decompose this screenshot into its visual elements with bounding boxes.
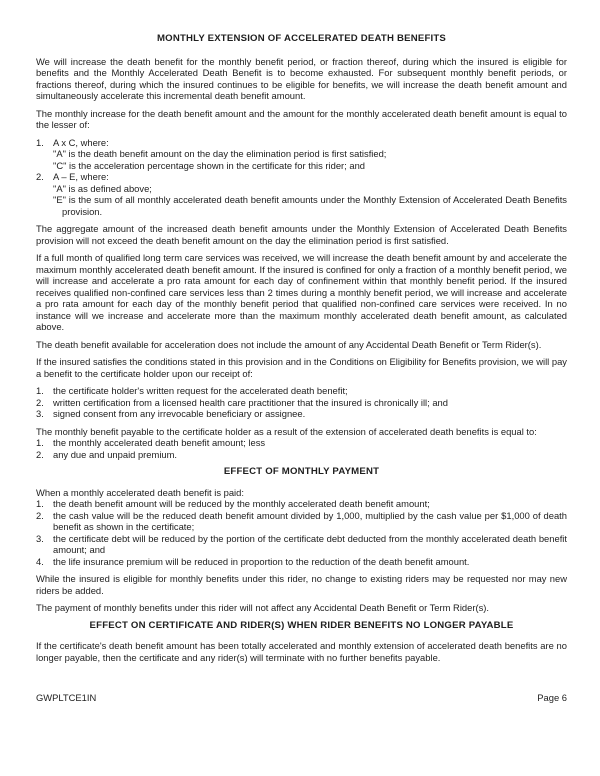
list-item [36,397,567,409]
list-number: 3. [36,408,44,419]
section-heading-effect-of-monthly-payment: EFFECT OF MONTHLY PAYMENT [223,466,380,477]
list-item [36,556,567,568]
definition-line: "E" is the sum of all monthly accelerated death benefit amounts under the Monthly Extension of Accelerated Death Benefits provision. [53,194,567,217]
list-item-body [53,171,567,217]
formula-head: A – E, where: [53,171,109,182]
formula-list [36,137,567,218]
receipt-list [36,385,567,420]
section-heading-effect-on-certificate: EFFECT ON CERTIFICATE AND RIDER(S) WHEN RIDER BENEFITS NO LONGER PAYABLE [89,619,514,631]
paragraph-when-paid: When a monthly accelerated death benefit is paid: [36,486,244,498]
list-item-text: signed consent from any irrevocable beneficiary or assignee. [53,408,306,419]
paragraph-available: The death benefit available for acceleration does not include the amount of any Accidental Death Benefit or Term Rider(s). [36,338,542,350]
list-number: 2. [36,509,44,521]
definition-line: "C" is the acceleration percentage shown in the certificate for this rider; and [53,159,366,171]
list-item [36,171,567,217]
list-number: 1. [36,136,44,148]
definition-line: "A" is as defined above; [53,182,152,194]
paragraph-lesser-of: The monthly increase for the death benefit amount and the amount for the monthly accelerated death benefit amount is equal to the lesser of: [36,107,567,130]
list-number: 1. [36,437,44,448]
page-footer [36,692,567,704]
list-number: 2. [36,171,44,182]
list-item [36,437,567,449]
definition-line: "A" is the death benefit amount on the day the elimination period is first satisfied; [53,148,387,159]
list-item [36,498,567,510]
list-number: 3. [36,532,44,544]
list-item-text: any due and unpaid premium. [53,448,178,460]
paragraph-while-eligible: While the insured is eligible for monthly benefits under this rider, no change to existing riders may be requested nor may new riders be added. [36,573,567,596]
list-number: 1. [36,385,44,396]
list-item [36,449,567,461]
footer-page-number: Page 6 [537,692,567,703]
list-item-text: the monthly accelerated death benefit amount; less [53,437,266,448]
list-item [36,408,567,420]
list-item-text: the life insurance premium will be reduced in proportion to the reduction of the death benefit amount. [53,555,470,567]
paid-effects-list [36,498,567,567]
paragraph-increase: We will increase the death benefit for the monthly benefit period, or fraction thereof, during which the insured is eligible for benefits and the Monthly Accelerated Death Benefit is to become exhausted. For subsequent monthly benefit periods, or fractions thereof, during which the insured continues to be eligible for benefits, we will increase the death benefit amount and simultaneously accelerate this incremental death benefit amount. [36,55,567,101]
payable-list [36,437,567,460]
list-number: 2. [36,396,44,408]
list-item-text: the cash value will be the reduced death benefit amount divided by 1,000, multiplied by the cash value per $1,000 of death benefit as shown in the certificate; [53,509,567,532]
list-item [36,385,567,397]
paragraph-aggregate: The aggregate amount of the increased death benefit amounts under the Monthly Extension of Accelerated Death Benefits provision will not exceed the death benefit amount on the day the elimination period is first satisfied. [36,223,567,246]
list-number: 2. [36,448,44,460]
list-item-text: the certificate holder's written request for the accelerated death benefit; [53,385,348,396]
paragraph-payable: The monthly benefit payable to the certificate holder as a result of the extension of accelerated death benefits is equal to: [36,425,537,437]
list-item [36,137,567,172]
list-item-text: the certificate debt will be reduced by the portion of the certificate debt deducted from the monthly accelerated death benefit amount; and [53,532,567,555]
list-item-text: written certification from a licensed health care practitioner that the insured is chronically ill; and [53,396,448,408]
list-item [36,510,567,533]
document-content [36,33,567,669]
page-title: MONTHLY EXTENSION OF ACCELERATED DEATH BENEFITS [156,33,447,44]
list-item-text: the death benefit amount will be reduced by the monthly accelerated death benefit amount; [53,498,430,509]
paragraph-no-affect: The payment of monthly benefits under this rider will not affect any Accidental Death Benefit or Term Rider(s). [36,602,489,613]
list-number: 4. [36,555,44,567]
list-item [36,533,567,556]
paragraph-conditions: If the insured satisfies the conditions stated in this provision and in the Conditions on Eligibility for Benefits provision, we will pay a benefit to the certificate holder upon our receipt of: [36,356,567,379]
paragraph-terminate: If the certificate's death benefit amount has been totally accelerated and monthly extension of accelerated death benefits are no longer payable, then the certificate and any rider(s) will terminate with no further benefits payable. [36,640,567,663]
list-number: 1. [36,498,44,509]
footer-form-number: GWPLTCE1IN [36,692,97,703]
paragraph-full-month: If a full month of qualified long term care services was received, we will increase the death benefit amount by and accelerate the maximum monthly accelerated death benefit amount. If the insured is confined for only a fraction of a monthly benefit period, we will increase and accelerate a pro rata amount for each day of confinement within that monthly benefit period. If the insured receives qualified non-confined care services less than 2 times during a monthly benefit period, we will increase and accelerate a pro rata amount for each day of the monthly benefit period that qualified non-confined care services were received. In no instance will we increase and accelerate more than the maximum monthly accelerated death benefit amount, as calculated above. [36,252,567,332]
list-item-body [53,137,567,172]
formula-head: A x C, where: [53,136,109,148]
